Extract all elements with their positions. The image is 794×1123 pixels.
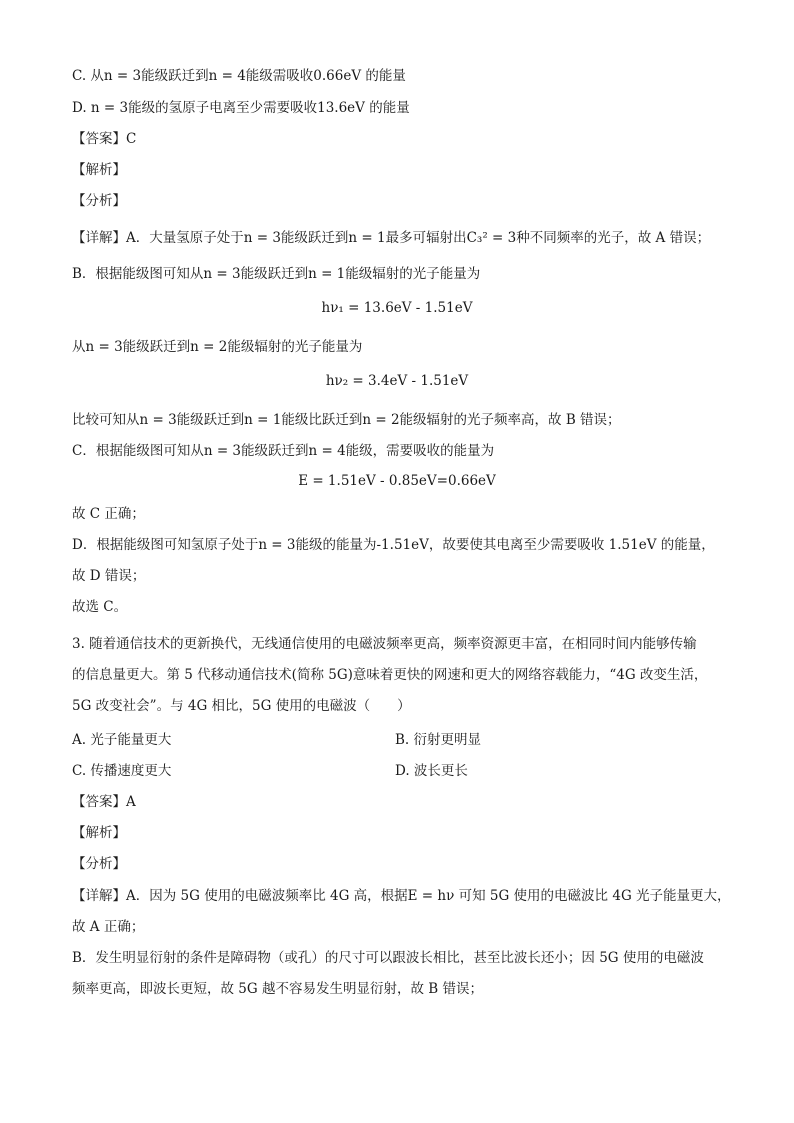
detail-c-line: C．根据能级图可知从n = 3能级跃迁到n = 4能级，需要吸收的能量为 bbox=[72, 443, 495, 459]
q3-detail-b-line-1: B．发生明显衍射的条件是障碍物（或孔）的尺寸可以跟波长相比，甚至比波长还小；因 5G 使用的电磁波 bbox=[72, 950, 704, 966]
q3-answer-label: 【答案】A bbox=[72, 794, 136, 810]
d-wrong-line: 故 D 错误； bbox=[72, 568, 146, 584]
formula-hv1: hν₁ = 13.6eV - 1.51eV bbox=[321, 300, 473, 316]
q3-analysis-label: 【解析】 bbox=[72, 825, 126, 841]
formula-energy: E = 1.51eV - 0.85eV=0.66eV bbox=[298, 473, 496, 489]
fenxi-label: 【分析】 bbox=[72, 193, 126, 209]
q3-option-d: D. 波长更长 bbox=[395, 763, 468, 779]
detail-b-line: B．根据能级图可知从n = 3能级跃迁到n = 1能级辐射的光子能量为 bbox=[72, 266, 481, 282]
question-3-line-1: 3. 随着通信技术的更新换代，无线通信使用的电磁波频率更高，频率资源更丰富，在相同时间内能够传输 bbox=[72, 636, 697, 652]
analysis-label: 【解析】 bbox=[72, 162, 126, 178]
answer-label: 【答案】C bbox=[72, 131, 137, 147]
detail-a-line: 【详解】A．大量氢原子处于n = 3能级跃迁到n = 1最多可辐射出C₃² = 3种不同频率的光子，故 A 错误； bbox=[72, 230, 711, 246]
compare-line: 比较可知从n = 3能级跃迁到n = 1能级比跃迁到n = 2能级辐射的光子频率高，故 B 错误； bbox=[72, 412, 621, 428]
transition-3-2-line: 从n = 3能级跃迁到n = 2能级辐射的光子能量为 bbox=[72, 339, 363, 355]
q3-detail-b-line-2: 频率更高，即波长更短，故 5G 越不容易发生明显衍射，故 B 错误； bbox=[72, 981, 483, 997]
q3-option-a: A. 光子能量更大 bbox=[72, 732, 172, 748]
q3-option-b: B. 衍射更明显 bbox=[395, 732, 482, 748]
c-correct-line: 故 C 正确； bbox=[72, 506, 145, 522]
question-3-line-2: 的信息量更大。第 5 代移动通信技术(简称 5G)意味着更快的网速和更大的网络容载能力，“4G 改变生活， bbox=[72, 667, 708, 683]
choose-c-line: 故选 C。 bbox=[72, 599, 128, 615]
q3-fenxi-label: 【分析】 bbox=[72, 856, 126, 872]
option-d-line: D. n = 3能级的氢原子电离至少需要吸收13.6eV 的能量 bbox=[72, 100, 410, 116]
option-c-line: C. 从n = 3能级跃迁到n = 4能级需吸收0.66eV 的能量 bbox=[72, 68, 406, 84]
detail-d-line: D．根据能级图可知氢原子处于n = 3能级的能量为-1.51eV，故要使其电离至少需要吸收 1.51eV 的能量， bbox=[72, 537, 715, 553]
q3-a-correct-line: 故 A 正确； bbox=[72, 919, 145, 935]
q3-option-c: C. 传播速度更大 bbox=[72, 763, 172, 779]
q3-detail-a-line: 【详解】A．因为 5G 使用的电磁波频率比 4G 高，根据E = hν 可知 5G 使用的电磁波比 4G 光子能量更大， bbox=[72, 888, 731, 904]
question-3-line-3: 5G 改变社会”。与 4G 相比，5G 使用的电磁波（ ） bbox=[72, 698, 411, 714]
formula-hv2: hν₂ = 3.4eV - 1.51eV bbox=[325, 373, 469, 389]
